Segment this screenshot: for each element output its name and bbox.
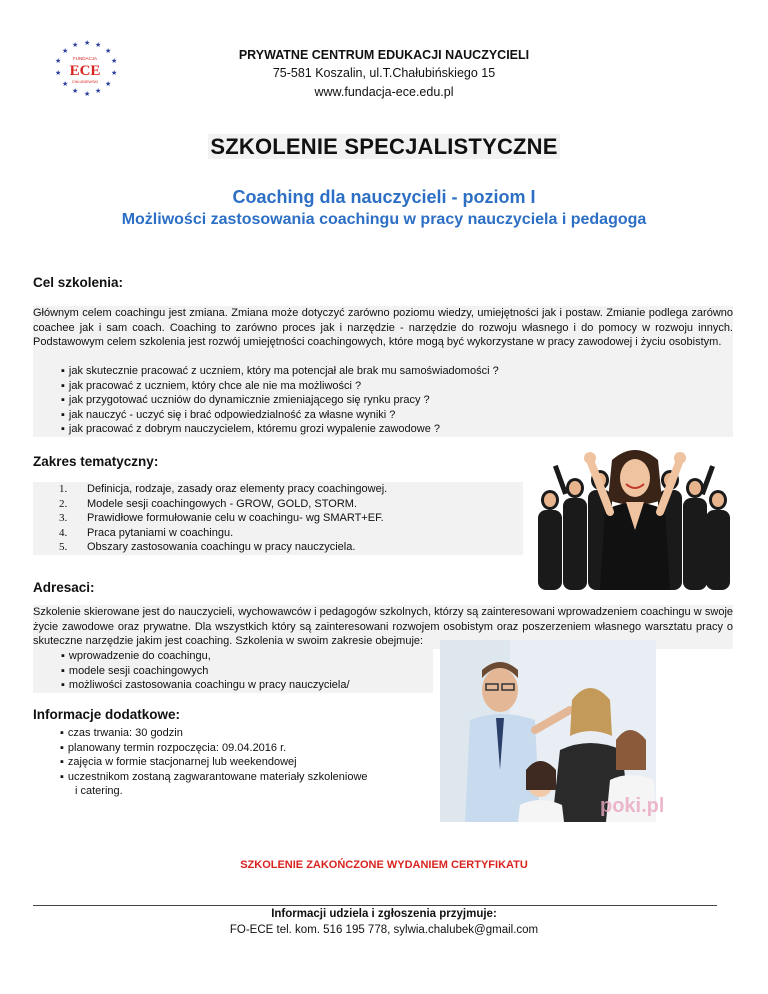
divider	[33, 905, 717, 906]
goal-bullet-list	[33, 364, 733, 437]
svg-text:CHŁUBIEWSKI: CHŁUBIEWSKI	[71, 80, 99, 84]
svg-text:★: ★	[105, 80, 112, 88]
list-item: ▪ zajęcia w formie stacjonarnej lub weekendowej	[60, 755, 440, 770]
list-item: ▪ planowany termin rozpoczęcia: 09.04.2016 r.	[60, 741, 440, 756]
list-item: 2. Modele sesji coachingowych - GROW, GOLD, STORM.	[59, 497, 357, 510]
list-item: ▪ uczestnikom zostaną zagwarantowane materiały szkoleniowe	[60, 770, 440, 785]
list-item: 1. Definicja, rodzaje, zasady oraz elementy pracy coachingowej.	[59, 483, 388, 495]
extra-heading: Informacje dodatkowe:	[33, 707, 181, 722]
list-item: ▪ jak nauczyć - uczyć się i brać odpowiedzialność za własne wyniki ?	[61, 408, 733, 423]
contact-details: FO-ECE tel. kom. 516 195 778, sylwia.chalubek@gmail.com	[229, 924, 539, 936]
certificate-notice: SZKOLENIE ZAKOŃCZONE WYDANIEM CERTYFIKATU	[240, 859, 528, 871]
list-item: ▪ możliwości zastosowania coachingu w pracy nauczyciela/	[61, 678, 433, 693]
course-subtitle: Możliwości zastosowania coachingu w pracy nauczyciela i pedagoga	[121, 211, 647, 228]
list-item: ▪ jak pracować z dobrym nauczycielem, któremu grozi wypalenie zawodowe ?	[61, 422, 733, 437]
course-title: Coaching dla nauczycieli - poziom I	[232, 187, 536, 207]
svg-text:ECE: ECE	[69, 63, 101, 79]
list-item: ▪ czas trwania: 30 godzin	[60, 726, 440, 741]
list-item: 3. Prawidłowe formułowanie celu w coachingu- wg SMART+EF.	[59, 512, 384, 524]
list-item: ▪ jak przygotować uczniów do dynamicznie zmieniającego się rynku pracy ?	[61, 393, 733, 408]
watermark: poki.pl	[600, 795, 665, 817]
svg-text:★: ★	[72, 87, 79, 95]
svg-text:★: ★	[84, 39, 91, 47]
list-item: ▪ jak skutecznie pracować z uczniem, który ma potencjał ale brak mu samoświadomości ?	[61, 364, 733, 379]
list-item: ▪ wprowadzenie do coachingu,	[61, 649, 433, 664]
goal-text: Głównym celem coachingu jest zmiana. Zmiana może dotyczyć zarówno poziomu wiedzy, umiejętności jak i postaw. Zmianie podlega zarówno coachee jak i sam coach. Coaching to zarówno proces jak i narzędzie - narzędzie do rozwoju własnego i do pomocy w rozwoju innych. Podstawowym celem szkolenia jest rozwój umiejętności coachingowych, które mogą być wykorzystane w pracy zawodowej i życiu osobistym.	[33, 306, 733, 364]
svg-text:★: ★	[55, 57, 62, 65]
svg-text:★: ★	[55, 69, 62, 77]
list-item: 4. Praca pytaniami w coachingu.	[59, 526, 234, 539]
extra-bullet-continuation: i catering.	[75, 785, 123, 797]
page-title: SZKOLENIE SPECJALISTYCZNE	[210, 134, 558, 159]
group-celebration-photo	[530, 440, 736, 590]
extra-bullet-list	[60, 726, 440, 784]
svg-text:★: ★	[62, 80, 69, 88]
org-website[interactable]: www.fundacja-ece.edu.pl	[314, 85, 454, 99]
org-address: 75-581 Koszalin, ul.T.Chałubińskiego 15	[272, 66, 496, 80]
svg-text:★: ★	[105, 47, 112, 55]
list-item: ▪ modele sesji coachingowych	[61, 664, 433, 679]
svg-text:★: ★	[111, 57, 118, 65]
audience-text: Szkolenie skierowane jest do nauczycieli, wychowawców i pedagogów szkolnych, którzy są zainteresowani wprowadzeniem coachingu w swoje życie zawodowe oraz prywatne. Dla wszystkich który są zainteresowani rozwojem osobistym oraz poszerzeniem własnego warsztatu pracy o skuteczne narzędzie jakim jest coaching. Szkolenia w swoim zakresie obejmuje:	[33, 606, 733, 647]
svg-text:★: ★	[95, 87, 102, 95]
audience-heading: Adresaci:	[33, 580, 95, 595]
scope-heading: Zakres tematyczny:	[33, 454, 159, 469]
scope-list	[33, 482, 523, 555]
svg-text:★: ★	[95, 41, 102, 49]
svg-text:★: ★	[72, 41, 79, 49]
svg-text:★: ★	[62, 47, 69, 55]
list-item: 5. Obszary zastosowania coachingu w pracy nauczyciela.	[59, 541, 356, 553]
audience-bullet-list	[33, 649, 433, 693]
svg-text:★: ★	[84, 90, 91, 98]
contact-heading: Informacji udziela i zgłoszenia przyjmuje:	[271, 908, 497, 920]
org-name: PRYWATNE CENTRUM EDUKACJI NAUCZYCIELI	[238, 48, 530, 62]
svg-text:★: ★	[111, 69, 118, 77]
svg-text:FUNDACJA: FUNDACJA	[72, 56, 98, 61]
goal-heading: Cel szkolenia:	[33, 275, 124, 290]
business-team-photo	[440, 640, 665, 822]
list-item: ▪ jak pracować z uczniem, który chce ale nie ma możliwości ?	[61, 379, 733, 394]
